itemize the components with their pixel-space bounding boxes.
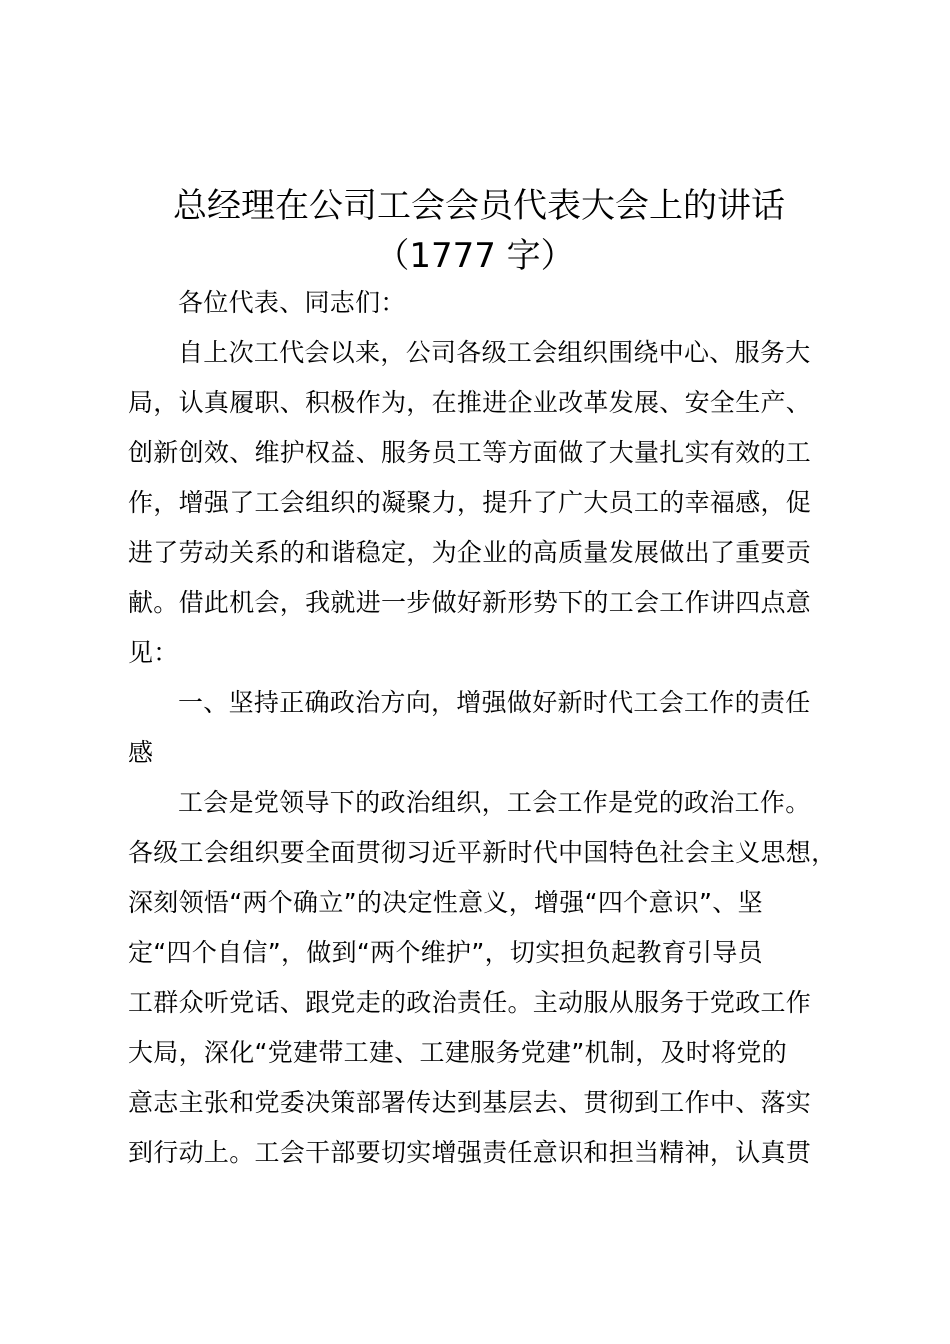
paragraph-line: 自上次工代会以来，公司各级工会组织围绕中心、服务大 <box>178 338 811 367</box>
paragraph-line: 各级工会组织要全面贯彻习近平新时代中国特色社会主义思想， <box>128 838 837 867</box>
paragraph-line: 局，认真履职、积极作为，在推进企业改革发展、安全生产、 <box>128 388 812 417</box>
paragraph-line: 工会是党领导下的政治组织，工会工作是党的政治工作。 <box>178 788 811 817</box>
paragraph-line: 创新创效、维护权益、服务员工等方面做了大量扎实有效的工 <box>128 438 812 467</box>
paragraph-line: 到行动上。工会干部要切实增强责任意识和担当精神，认真贯 <box>128 1138 812 1167</box>
section-heading-line: 感 <box>128 738 154 767</box>
paragraph-line: 意志主张和党委决策部署传达到基层去、贯彻到工作中、落实 <box>128 1088 812 1117</box>
paragraph-line: 工群众听党话、跟党走的政治责任。主动服从服务于党政工作 <box>128 988 812 1017</box>
paragraph-line: 大局，深化“党建带工建、工建服务党建”机制，及时将党的 <box>128 1038 788 1067</box>
paragraph-line: 见： <box>128 638 179 667</box>
paragraph-line: 深刻领悟“两个确立”的决定性意义，增强“四个意识”、坚 <box>128 888 763 917</box>
salutation-line: 各位代表、同志们： <box>178 288 406 317</box>
document-subtitle: （1777 字） <box>375 236 575 276</box>
paragraph-line: 献。借此机会，我就进一步做好新形势下的工会工作讲四点意 <box>128 588 812 617</box>
section-heading-line: 一、坚持正确政治方向，增强做好新时代工会工作的责任 <box>178 688 811 717</box>
paragraph-line: 进了劳动关系的和谐稳定，为企业的高质量发展做出了重要贡 <box>128 538 812 567</box>
paragraph-line: 定“四个自信”，做到“两个维护”，切实担负起教育引导员 <box>128 938 763 967</box>
document-body <box>128 278 838 1178</box>
document-title: 总经理在公司工会会员代表大会上的讲话 <box>173 186 785 226</box>
paragraph-line: 作，增强了工会组织的凝聚力，提升了广大员工的幸福感，促 <box>128 488 812 517</box>
